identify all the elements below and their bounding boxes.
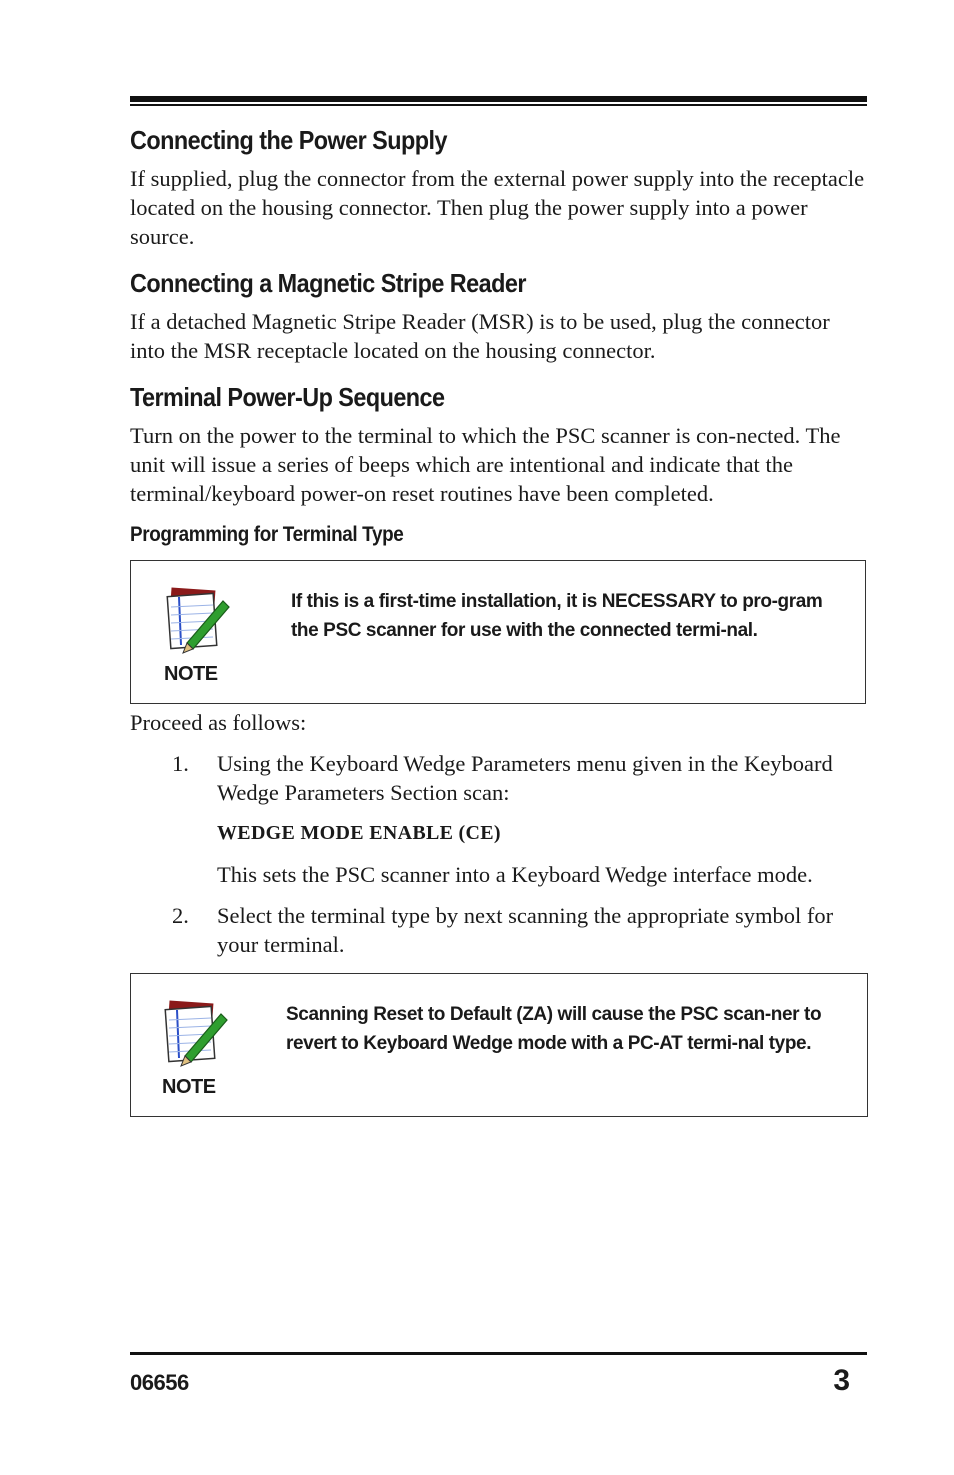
- heading-power-up: Terminal Power-Up Sequence: [130, 382, 445, 412]
- paragraph-power-supply: If supplied, plug the connector from the external power supply into the receptacle located on the housing connector. Then plug the power supply into a power source.: [130, 166, 865, 249]
- note-text-first-install: If this is a first-time installation, it is NECESSARY to pro-gram the PSC scanner for use with the connected termi-nal.: [291, 591, 823, 641]
- note-text-reset-default: Scanning Reset to Default (ZA) will cause the PSC scan-ner to revert to Keyboard Wedge mode with a PC-AT termi-nal type.: [286, 1004, 822, 1054]
- step-2-text: Select the terminal type by next scanning the appropriate symbol for your terminal.: [217, 903, 834, 957]
- note-pad-icon: [157, 1000, 229, 1072]
- note-label: NOTE: [162, 1076, 216, 1098]
- list-number: 2.: [172, 903, 189, 928]
- page-content: [130, 118, 867, 1117]
- note-pad-icon: [159, 587, 231, 659]
- step-1-text: Using the Keyboard Wedge Parameters menu given in the Keyboard Wedge Parameters Section scan:: [217, 751, 833, 805]
- footer-doc-number: 06656: [130, 1370, 189, 1395]
- note-box-first-install: [130, 560, 866, 704]
- footer-page-number: 3: [833, 1364, 850, 1397]
- paragraph-msr: If a detached Magnetic Stripe Reader (MSR) is to be used, plug the connector into the MSR receptacle located on the housing connector.: [130, 309, 830, 363]
- paragraph-power-up: Turn on the power to the terminal to which the PSC scanner is con-nected. The unit will issue a series of beeps which are intentional and indicate that the terminal/keyboard power-on reset routines have been completed.: [130, 423, 841, 506]
- note-label: NOTE: [164, 663, 218, 685]
- list-number: 1.: [172, 751, 189, 776]
- heading-power-supply: Connecting the Power Supply: [130, 125, 447, 155]
- step-1-after: This sets the PSC scanner into a Keyboard Wedge interface mode.: [217, 862, 813, 887]
- note-box-reset-default: [130, 973, 868, 1117]
- heading-programming: Programming for Terminal Type: [130, 523, 404, 546]
- top-rule-thin: [130, 104, 867, 106]
- list-item-step-1: [130, 749, 867, 889]
- paragraph-proceed: Proceed as follows:: [130, 710, 307, 735]
- top-rule-thick: [130, 96, 867, 102]
- step-1-code: WEDGE MODE ENABLE (CE): [217, 822, 501, 844]
- heading-msr: Connecting a Magnetic Stripe Reader: [130, 268, 526, 298]
- footer-rule: [130, 1352, 867, 1355]
- list-item-step-2: [130, 901, 867, 959]
